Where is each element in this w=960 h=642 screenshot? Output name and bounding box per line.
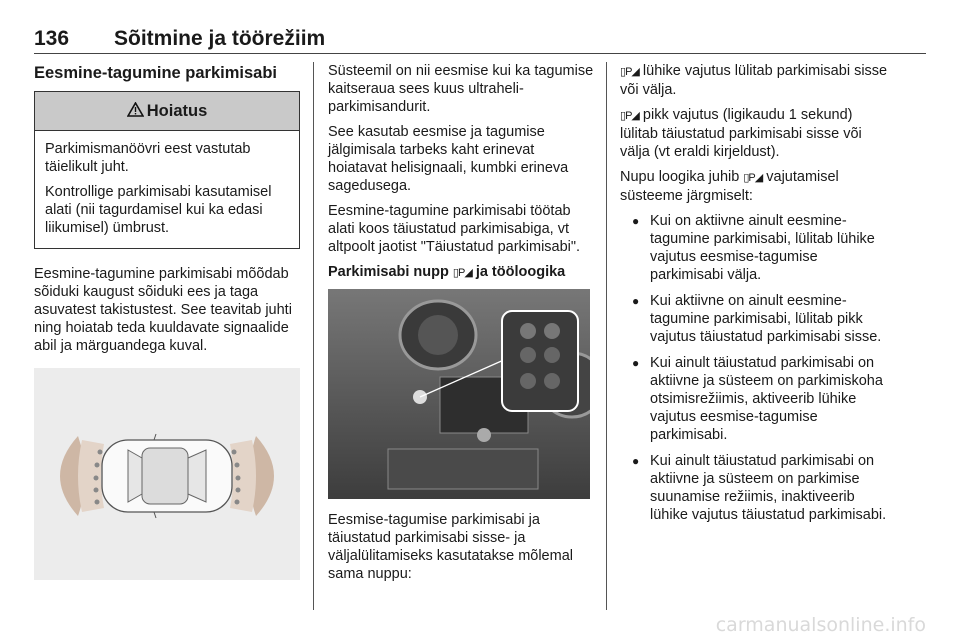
- column-right: [620, 62, 890, 532]
- list-item: ● Kui on aktiivne ainult eesmine-tagumine parkimisabi, lülitab lühike vajutus eesmise-tagumise parkimisabi välja.: [620, 212, 890, 284]
- warning-header: [35, 92, 299, 131]
- warning-text-1: Parkimismanöövri eest vastutab täielikult juht.: [45, 141, 251, 175]
- list-item: ● Kui ainult täiustatud parkimisabi on aktiivne ja süsteem on parkimiskoha otsimisrežiimis, aktiveerib lühike vajutus eesmise-tagumise parkimisabi.: [620, 354, 890, 444]
- section-title: Eesmine-tagumine parkimisabi: [34, 64, 277, 82]
- warning-body: [35, 131, 299, 248]
- page-number: 136: [34, 27, 70, 50]
- parking-button-icon: ▯P◢: [743, 172, 763, 184]
- parking-sensor-diagram: [34, 368, 300, 580]
- warning-triangle-icon: [127, 102, 144, 121]
- list-item: ● Kui ainult täiustatud parkimisabi on aktiivne ja süsteem on parkimise suunamise režiimis, inaktiveerib lühike vajutus täiustatud parkimisabi.: [620, 452, 890, 524]
- column-divider-1: [313, 62, 314, 610]
- paragraph-logic: Nupu loogika juhib ▯P◢ vajutamisel süsteeme järgmiselt:: [620, 169, 839, 204]
- paragraph-advanced: Eesmine-tagumine parkimisabi töötab alati koos täiustatud parkimisabiga, vt altpoolt jaotist "Täiustatud parkimisabi".: [328, 203, 581, 255]
- paragraph-intro: Eesmine-tagumine parkimisabi mõõdab sõiduki kaugust sõiduki ees ja taga asuvatest takistustest. See teavitab juhti ning hoiatab teda kuuldavate signaalide abil ja märguandega kuval.: [34, 266, 292, 354]
- paragraph-signals: See kasutab eesmise ja tagumise jälgimisala tarbeks kaht erinevat hoiatavat helisignaali, kumbki erineva sagedusega.: [328, 124, 569, 194]
- list-item: ● Kui aktiivne on ainult eesmine-tagumine parkimisabi, lülitab pikk vajutus täiustatud parkimisabi sisse.: [620, 292, 890, 346]
- paragraph-long-press: ▯P◢ pikk vajutus (ligikaudu 1 sekund) lülitab täiustatud parkimisabi sisse või välja (vt eraldi kirjeldust).: [620, 107, 862, 160]
- column-left: [34, 62, 300, 580]
- paragraph-sensors: Süsteemil on nii eesmise kui ka tagumise kaitseraua sees kuus ultraheli-parkimisandurit.: [328, 63, 594, 115]
- subheading-pre: Parkimisabi nupp: [328, 264, 449, 280]
- warning-title: Hoiatus: [146, 102, 208, 120]
- column-divider-2: [606, 62, 607, 610]
- page-header: [34, 27, 325, 51]
- paragraph-button-usage: Eesmise-tagumise parkimisabi ja täiustatud parkimisabi sisse- ja väljalülitamiseks kasutatakse mõlemal sama nuppu:: [328, 512, 573, 582]
- subheading-post: ja tööloogika: [475, 264, 566, 280]
- logic-list: [620, 212, 890, 524]
- subheading-button: [328, 263, 596, 282]
- warning-box: [34, 91, 300, 249]
- watermark: carmanualsonline.info: [715, 614, 926, 636]
- parking-button-icon: ▯P◢: [452, 267, 472, 279]
- chapter-title: Sõitmine ja töörežiim: [114, 27, 326, 50]
- column-middle: [328, 62, 596, 590]
- parking-button-icon: ▯P◢: [620, 110, 639, 122]
- header-rule: [34, 53, 926, 54]
- paragraph-short-press: ▯P◢ lühike vajutus lülitab parkimisabi sisse või välja.: [620, 63, 888, 98]
- warning-text-2: Kontrollige parkimisabi kasutamisel alati (nii tagurdamisel kui ka edasi liikumisel) ümbrust.: [45, 184, 272, 236]
- dashboard-button-photo: [328, 289, 590, 499]
- parking-button-icon: ▯P◢: [620, 66, 639, 78]
